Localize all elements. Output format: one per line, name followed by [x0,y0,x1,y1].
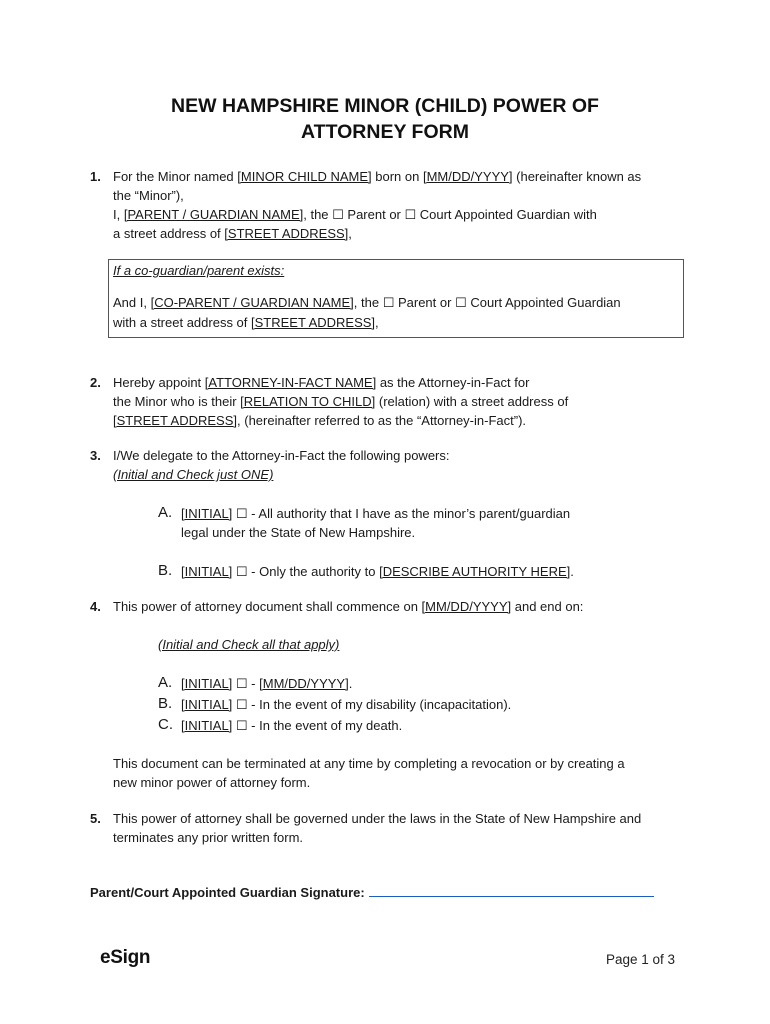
option-4a-letter: A. [158,674,173,691]
option-3a-line-2: legal under the State of New Hampshire. [181,525,416,540]
minor-name-field[interactable]: [MINOR CHILD NAME] [237,169,372,184]
section-2-line-2 [113,392,568,411]
option-4b-line [181,695,511,714]
section-3-line-1: I/We delegate to the Attorney-in-Fact the following powers: [113,448,450,463]
co-parent-line-2 [113,313,379,332]
end-date-field[interactable]: [MM/DD/YYYY] [259,676,349,691]
option-3b-line [181,562,574,581]
termination-line-1: This document can be terminated at any time by completing a revocation or by creating a [113,756,625,771]
option-4a-line [181,674,352,693]
parent-name-field[interactable]: [PARENT / GUARDIAN NAME] [123,207,304,222]
attorney-address-field[interactable]: [STREET ADDRESS] [113,413,238,428]
text: ☐ - In the event of my death. [232,718,403,733]
text: as the Attorney-in-Fact for [376,375,530,390]
section-4-number: 4. [90,599,101,614]
page-title [0,93,770,145]
relation-field[interactable]: [RELATION TO CHILD] [240,394,376,409]
initial-field-3b[interactable]: [INITIAL] [181,564,233,579]
text: And I, [113,295,151,310]
text: ☐ - All authority that I have as the minor’s parent/guardian [232,506,571,521]
option-3b-letter: B. [158,562,173,579]
section-1-line-3 [113,205,597,224]
text: and end on: [511,599,584,614]
text: , the ☐ Parent or ☐ Court Appointed Guardian with [303,207,597,222]
text: Hereby appoint [113,375,205,390]
attorney-name-field[interactable]: [ATTORNEY-IN-FACT NAME] [204,375,377,390]
title-line-1: NEW HAMPSHIRE MINOR (CHILD) POWER OF [171,95,599,117]
esign-logo: eSign [100,947,151,968]
text: , (hereinafter referred to as the “Attorney-in-Fact”). [237,413,527,428]
text: , the ☐ Parent or ☐ Court Appointed Guardian [353,295,621,310]
text: ☐ - In the event of my disability (incapacitation). [232,697,512,712]
text: For the Minor named [113,169,238,184]
section-5-number: 5. [90,811,101,826]
text: , [375,315,379,330]
section-5-line-1: This power of attorney shall be governed under the laws in the State of New Hampshire and [113,811,642,826]
option-3a-line-1 [181,504,570,523]
text: ☐ - [232,676,260,691]
option-4c-line [181,716,402,735]
co-parent-line-1 [113,293,621,312]
co-parent-address-field[interactable]: [STREET ADDRESS] [251,315,376,330]
commence-date-field[interactable]: [MM/DD/YYYY] [421,599,512,614]
signature-label: Parent/Court Appointed Guardian Signature: [90,885,365,900]
text: I, [113,207,124,222]
signature-row [90,883,654,900]
section-2-line-3 [113,411,526,430]
section-1-line-1 [113,167,641,186]
authority-field[interactable]: [DESCRIBE AUTHORITY HERE] [379,564,571,579]
text: a street address of [113,226,225,241]
initial-field-4b[interactable]: [INITIAL] [181,697,233,712]
title-line-2: ATTORNEY FORM [301,121,469,143]
page-number: Page 1 of 3 [606,952,676,967]
text: the Minor who is their [113,394,241,409]
co-parent-heading: If a co-guardian/parent exists: [113,263,285,278]
signature-field[interactable] [369,883,654,897]
section-2-number: 2. [90,375,101,390]
section-5-line-2: terminates any prior written form. [113,830,304,845]
section-1-number: 1. [90,169,101,184]
section-4-line-1 [113,597,583,616]
co-parent-name-field[interactable]: [CO-PARENT / GUARDIAN NAME] [150,295,354,310]
initial-field-3a[interactable]: [INITIAL] [181,506,233,521]
section-1-line-2: the “Minor”), [113,188,184,203]
parent-address-field[interactable]: [STREET ADDRESS] [224,226,349,241]
text: with a street address of [113,315,252,330]
text: (relation) with a street address of [375,394,569,409]
section-4-instruction: (Initial and Check all that apply) [158,637,340,652]
section-3-instruction: (Initial and Check just ONE) [113,467,274,482]
section-2-line-1 [113,373,529,392]
initial-field-4a[interactable]: [INITIAL] [181,676,233,691]
text: This power of attorney document shall commence on [113,599,422,614]
minor-dob-field[interactable]: [MM/DD/YYYY] [422,169,513,184]
termination-line-2: new minor power of attorney form. [113,775,311,790]
text: . [348,676,353,691]
option-4b-letter: B. [158,695,173,712]
section-3-number: 3. [90,448,101,463]
option-3a-letter: A. [158,504,173,521]
text: born on [371,169,423,184]
text: . [570,564,574,579]
text: (hereinafter known as [512,169,642,184]
text: ☐ - Only the authority to [232,564,380,579]
option-4c-letter: C. [158,716,173,733]
text: , [348,226,352,241]
section-1-line-4 [113,224,352,243]
initial-field-4c[interactable]: [INITIAL] [181,718,233,733]
